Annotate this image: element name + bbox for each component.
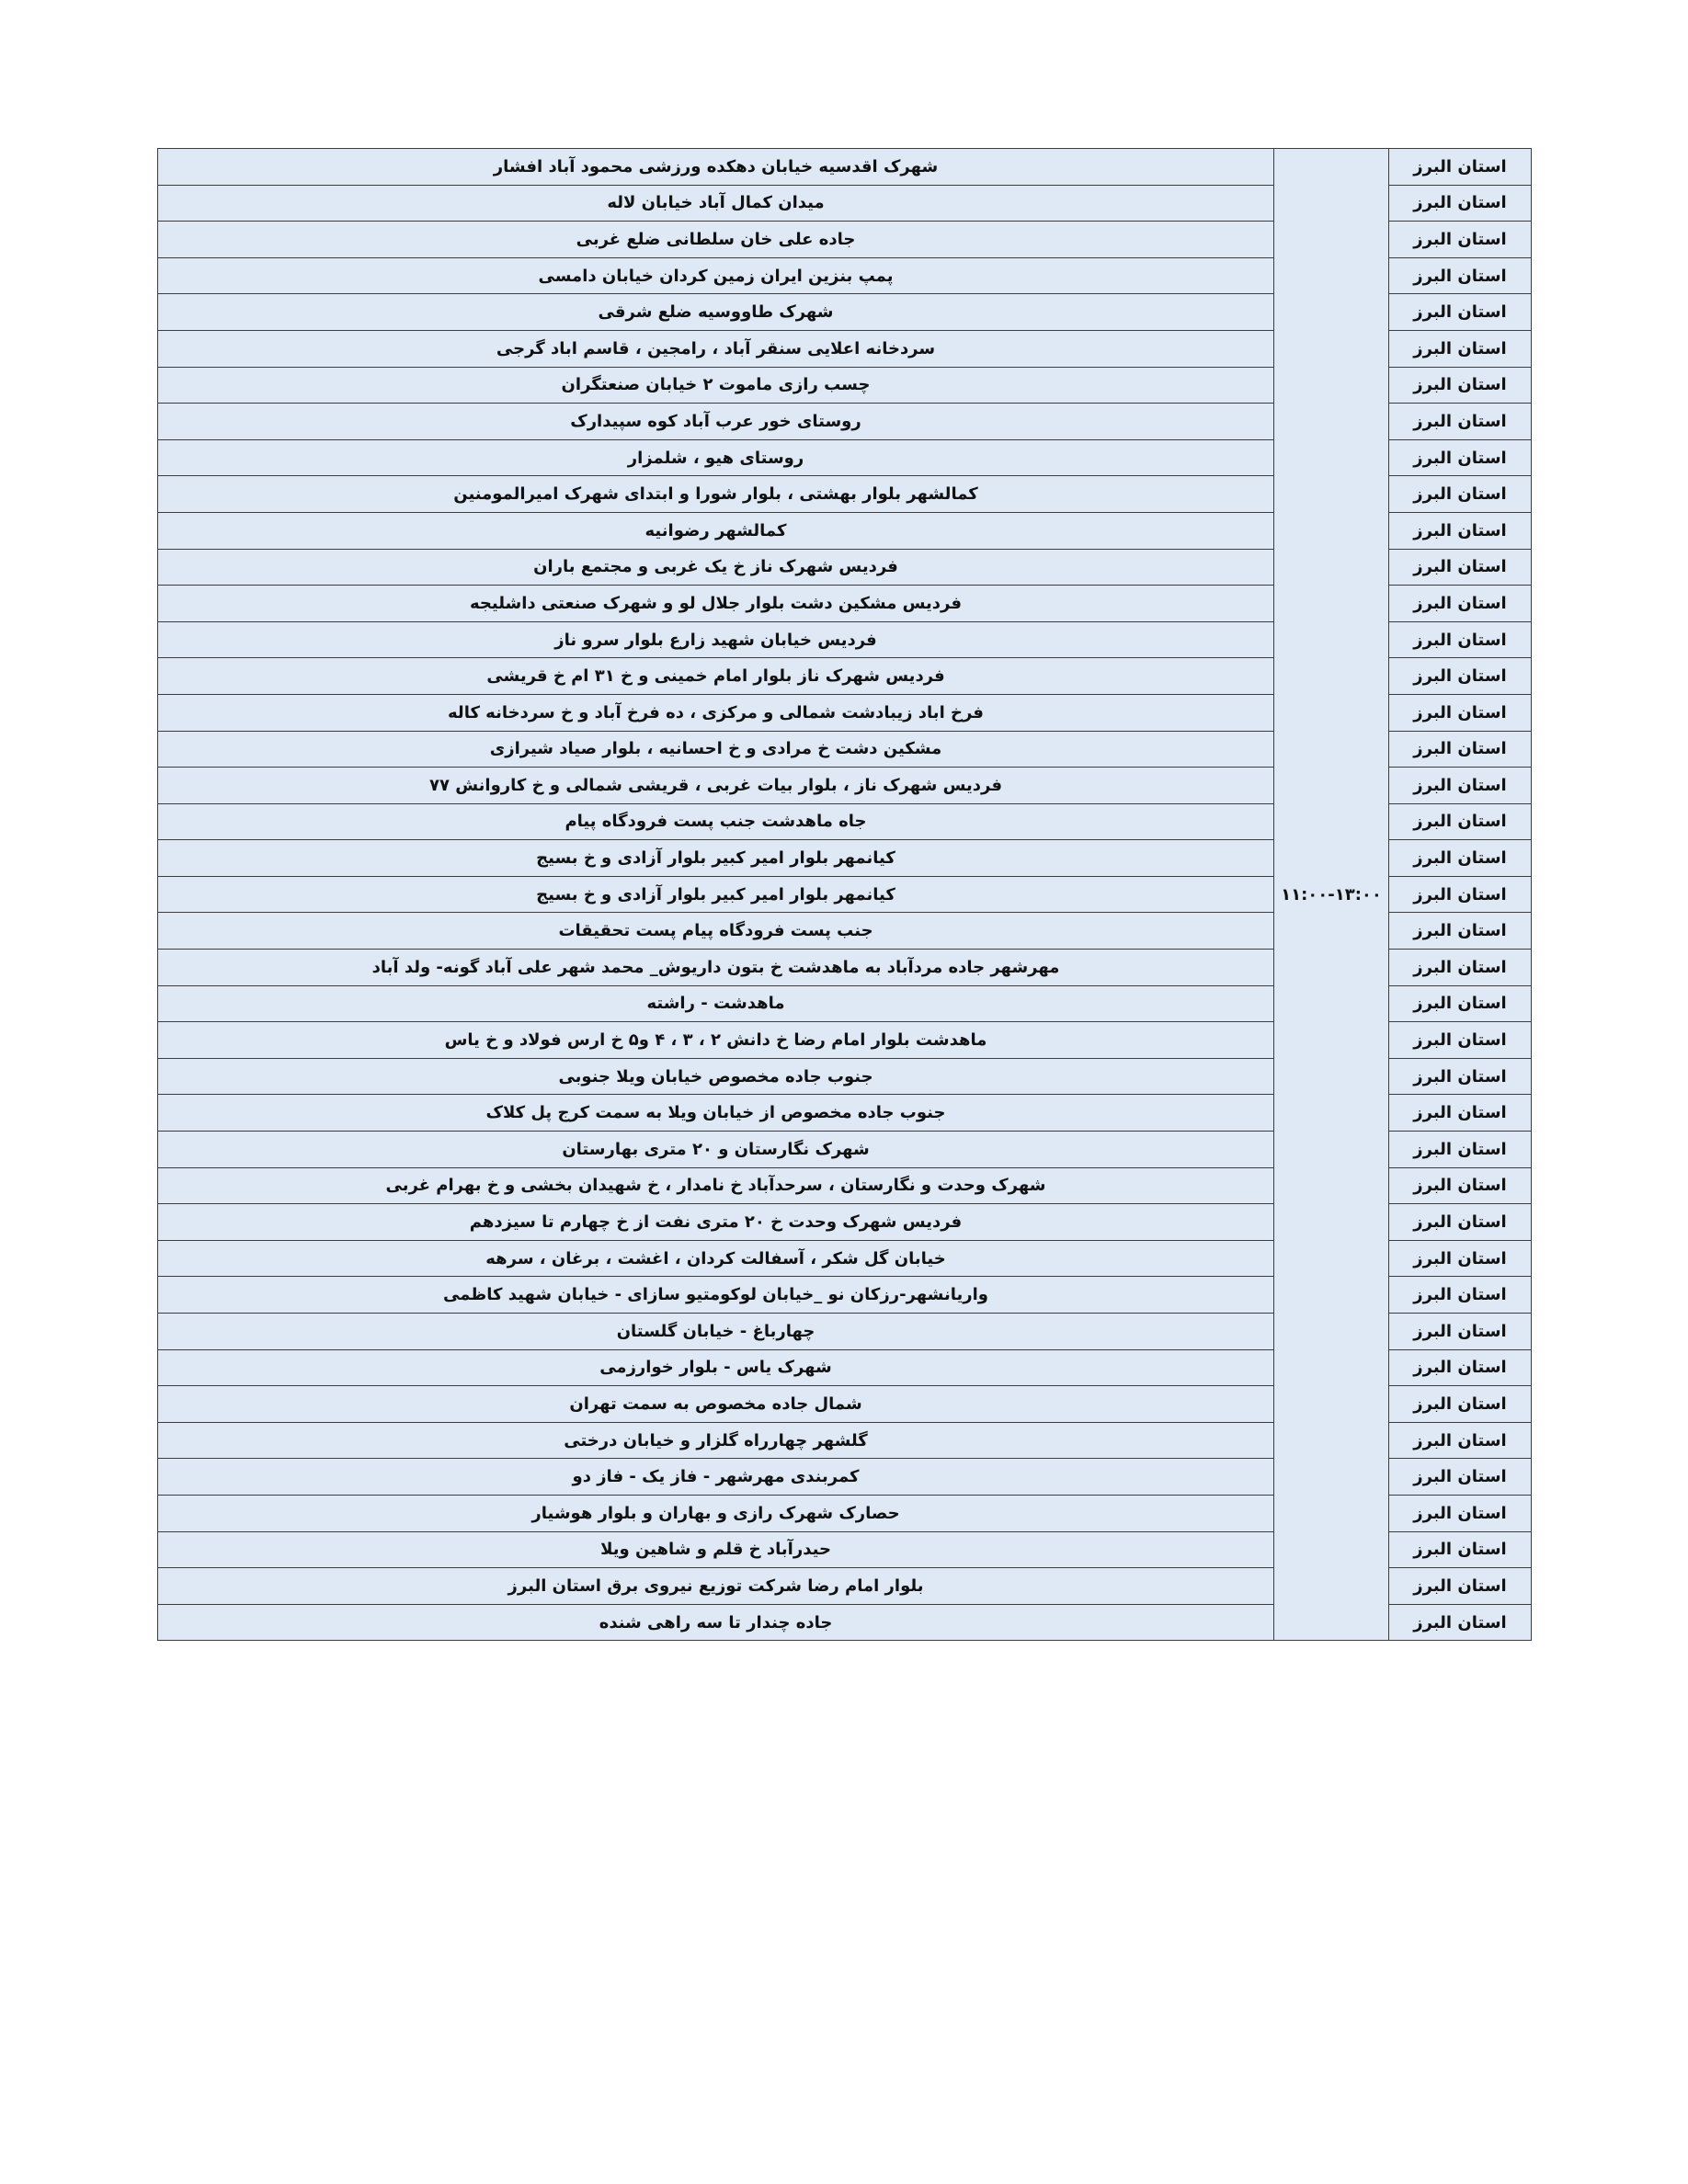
province-cell: استان البرز [1389, 1277, 1532, 1314]
area-cell: فردیس شهرک ناز خ یک غربی و مجتمع باران [158, 549, 1274, 586]
area-cell: پمپ بنزین ایران زمین کردان خیابان دامسی [158, 257, 1274, 294]
province-cell: استان البرز [1389, 1495, 1532, 1531]
province-cell: استان البرز [1389, 768, 1532, 804]
area-cell: شهرک طاووسیه ضلع شرقی [158, 294, 1274, 331]
province-cell: استان البرز [1389, 876, 1532, 913]
area-cell: حیدرآباد خ قلم و شاهین ویلا [158, 1531, 1274, 1568]
outage-schedule-table [157, 148, 1532, 1641]
area-cell: روستای خور عرب آباد کوه سپیدارک [158, 404, 1274, 440]
area-cell: جنوب جاده مخصوص خیابان ویلا جنوبی [158, 1058, 1274, 1095]
province-cell: استان البرز [1389, 658, 1532, 695]
area-cell: روستای هیو ، شلمزار [158, 439, 1274, 476]
province-cell: استان البرز [1389, 1604, 1532, 1641]
area-cell: کیانمهر بلوار امیر کبیر بلوار آزادی و خ بسیج [158, 840, 1274, 877]
table-row [158, 149, 1532, 186]
province-cell: استان البرز [1389, 694, 1532, 731]
area-cell: شهرک وحدت و نگارستان ، سرحدآباد خ نامدار ، خ شهیدان بخشی و خ بهرام غربی [158, 1167, 1274, 1204]
province-cell: استان البرز [1389, 257, 1532, 294]
province-cell: استان البرز [1389, 1349, 1532, 1386]
province-cell: استان البرز [1389, 985, 1532, 1022]
province-cell: استان البرز [1389, 950, 1532, 986]
area-cell: جنب پست فرودگاه پیام پست تحقیقات [158, 913, 1274, 950]
area-cell: جاده علی خان سلطانی ضلع غربی [158, 222, 1274, 258]
area-cell: ماهدشت بلوار امام رضا خ دانش ۲ ، ۳ ، ۴ و۵ خ ارس فولاد و خ یاس [158, 1022, 1274, 1059]
area-cell: چسب رازی ماموت ۲ خیابان صنعتگران [158, 367, 1274, 404]
area-cell: ماهدشت - راشته [158, 985, 1274, 1022]
area-cell: واریانشهر-رزکان نو _خیابان لوکومتیو سازای - خیابان شهید کاظمی [158, 1277, 1274, 1314]
area-cell: کمالشهر رضوانیه [158, 512, 1274, 549]
province-cell: استان البرز [1389, 149, 1532, 186]
area-cell: میدان کمال آباد خیابان لاله [158, 185, 1274, 222]
area-cell: چهارباغ - خیابان گلستان [158, 1314, 1274, 1350]
province-cell: استان البرز [1389, 1386, 1532, 1423]
province-cell: استان البرز [1389, 1240, 1532, 1277]
area-cell: مهرشهر جاده مردآباد به ماهدشت خ بتون داریوش_ محمد شهر علی آباد گونه- ولد آباد [158, 950, 1274, 986]
time-slot-cell: ۱۱:۰۰-۱۳:۰۰ [1274, 149, 1389, 1641]
area-cell: شمال جاده مخصوص به سمت تهران [158, 1386, 1274, 1423]
area-cell: شهرک یاس - بلوار خوارزمی [158, 1349, 1274, 1386]
province-cell: استان البرز [1389, 1167, 1532, 1204]
province-cell: استان البرز [1389, 731, 1532, 768]
area-cell: جاه ماهدشت جنب پست فرودگاه پیام [158, 803, 1274, 840]
area-cell: شهرک نگارستان و ۲۰ متری بهارستان [158, 1132, 1274, 1168]
province-cell: استان البرز [1389, 185, 1532, 222]
area-cell: حصارک شهرک رازی و بهاران و بلوار هوشیار [158, 1495, 1274, 1531]
province-cell: استان البرز [1389, 913, 1532, 950]
area-cell: شهرک اقدسیه خیابان دهکده ورزشی محمود آباد افشار [158, 149, 1274, 186]
area-cell: فرخ اباد زیبادشت شمالی و مرکزی ، ده فرخ آباد و خ سردخانه کاله [158, 694, 1274, 731]
area-cell: سردخانه اعلایی سنقر آباد ، رامجین ، قاسم اباد گرجی [158, 330, 1274, 367]
province-cell: استان البرز [1389, 803, 1532, 840]
area-cell: جاده چندار تا سه راهی شنده [158, 1604, 1274, 1641]
table-body [158, 149, 1532, 1641]
province-cell: استان البرز [1389, 1531, 1532, 1568]
area-cell: فردیس شهرک ناز ، بلوار بیات غربی ، قریشی شمالی و خ کاروانش ۷۷ [158, 768, 1274, 804]
province-cell: استان البرز [1389, 476, 1532, 513]
province-cell: استان البرز [1389, 1422, 1532, 1459]
area-cell: بلوار امام رضا شرکت توزیع نیروی برق استان البرز [158, 1568, 1274, 1605]
area-cell: جنوب جاده مخصوص از خیابان ویلا به سمت کرج پل کلاک [158, 1095, 1274, 1132]
province-cell: استان البرز [1389, 586, 1532, 622]
province-cell: استان البرز [1389, 330, 1532, 367]
province-cell: استان البرز [1389, 404, 1532, 440]
province-cell: استان البرز [1389, 1314, 1532, 1350]
area-cell: کمربندی مهرشهر - فاز یک - فاز دو [158, 1459, 1274, 1496]
province-cell: استان البرز [1389, 1058, 1532, 1095]
area-cell: فردیس خیابان شهید زارع بلوار سرو ناز [158, 621, 1274, 658]
province-cell: استان البرز [1389, 1022, 1532, 1059]
area-cell: کمالشهر بلوار بهشتی ، بلوار شورا و ابتدای شهرک امیرالمومنین [158, 476, 1274, 513]
area-cell: فردیس شهرک ناز بلوار امام خمینی و خ ۳۱ ام خ قریشی [158, 658, 1274, 695]
province-cell: استان البرز [1389, 621, 1532, 658]
province-cell: استان البرز [1389, 439, 1532, 476]
province-cell: استان البرز [1389, 549, 1532, 586]
area-cell: فردیس مشکین دشت بلوار جلال لو و شهرک صنعتی داشلیجه [158, 586, 1274, 622]
province-cell: استان البرز [1389, 1132, 1532, 1168]
province-cell: استان البرز [1389, 1459, 1532, 1496]
province-cell: استان البرز [1389, 222, 1532, 258]
province-cell: استان البرز [1389, 512, 1532, 549]
province-cell: استان البرز [1389, 294, 1532, 331]
area-cell: فردیس شهرک وحدت خ ۲۰ متری نفت از خ چهارم تا سیزدهم [158, 1204, 1274, 1241]
province-cell: استان البرز [1389, 1568, 1532, 1605]
province-cell: استان البرز [1389, 840, 1532, 877]
area-cell: گلشهر چهارراه گلزار و خیابان درختی [158, 1422, 1274, 1459]
area-cell: خیابان گل شکر ، آسفالت کردان ، اغشت ، برغان ، سرهه [158, 1240, 1274, 1277]
area-cell: کیانمهر بلوار امیر کبیر بلوار آزادی و خ بسیج [158, 876, 1274, 913]
province-cell: استان البرز [1389, 367, 1532, 404]
province-cell: استان البرز [1389, 1204, 1532, 1241]
area-cell: مشکین دشت خ مرادی و خ احسانیه ، بلوار صیاد شیرازی [158, 731, 1274, 768]
province-cell: استان البرز [1389, 1095, 1532, 1132]
